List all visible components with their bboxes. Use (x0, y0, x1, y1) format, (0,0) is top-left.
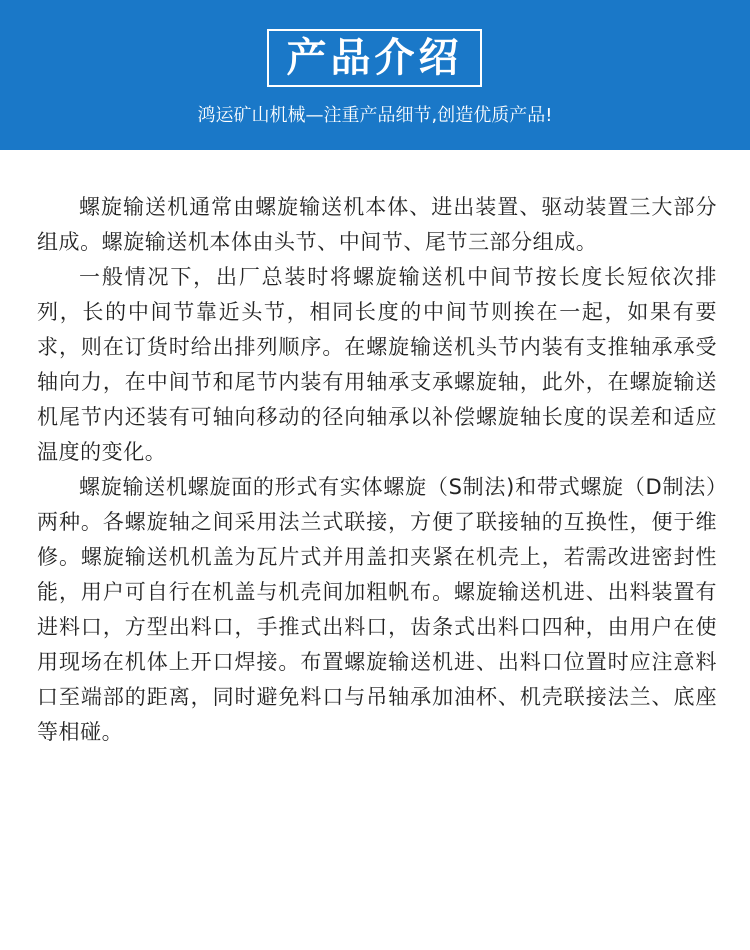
product-description (37, 190, 717, 750)
paragraph-assembly: 一般情况下，出厂总装时将螺旋输送机中间节按长度长短依次排列，长的中间节靠近头节，相同长度的中间节则挨在一起，如果有要求，则在订货时给出排列顺序。在螺旋输送机头节内装有支推轴承承受轴向力，在中间节和尾节内装有用轴承支承螺旋轴，此外，在螺旋输送机尾节内还装有可轴向移动的径向轴承以补偿螺旋轴长度的误差和适应温度的变化。 (37, 265, 717, 464)
header-subtitle: 鸿运矿山机械—注重产品细节,创造优质产品! (197, 105, 553, 126)
title-frame (267, 29, 482, 87)
page-title: 产品介绍 (286, 35, 463, 81)
paragraph-spiral-types: 螺旋输送机螺旋面的形式有实体螺旋（S制法)和带式螺旋（D制法）两种。各螺旋轴之间采用法兰式联接，方便了联接轴的互换性，便于维修。螺旋输送机机盖为瓦片式并用盖扣夹紧在机壳上，若需改进密封性能，用户可自行在机盖与机壳间加粗帆布。螺旋输送机进、出料装置有进料口，方型出料口，手推式出料口，齿条式出料口四种，由用户在使用现场在机体上开口焊接。布置螺旋输送机进、出料口位置时应注意料口至端部的距离，同时避免料口与吊轴承加油杯、机壳联接法兰、底座等相碰。 (37, 475, 717, 744)
header-banner (0, 0, 750, 150)
paragraph-composition: 螺旋输送机通常由螺旋输送机本体、进出装置、驱动装置三大部分组成。螺旋输送机本体由头节、中间节、尾节三部分组成。 (37, 195, 717, 254)
